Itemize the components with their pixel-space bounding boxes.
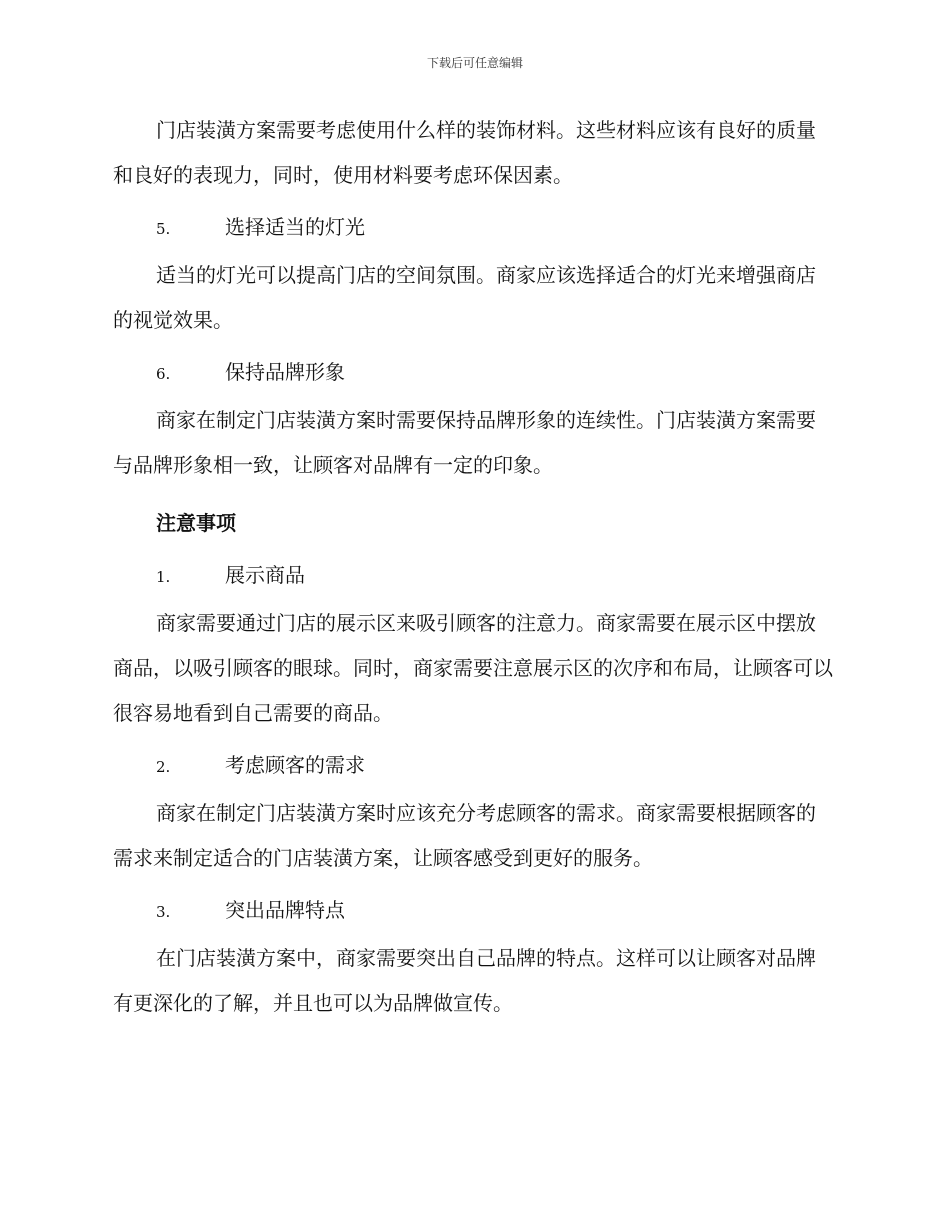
- document-body: [113, 108, 833, 1039]
- paragraph-lighting: 适当的灯光可以提高门店的空间氛围。商家应该选择适合的灯光来增强商店的视觉效果。: [113, 263, 816, 332]
- list-item-display-goods: [113, 559, 833, 588]
- list-label: 突出品牌特点: [225, 898, 345, 922]
- list-item-brand-features: [113, 894, 833, 923]
- list-number: 3.: [156, 903, 171, 921]
- list-label: 保持品牌形象: [225, 360, 345, 384]
- list-number: 6.: [156, 365, 171, 383]
- list-number: 1.: [156, 568, 171, 586]
- paragraph-customer-needs: 商家在制定门店装潢方案时应该充分考虑顾客的需求。商家需要根据顾客的需求来制定适合的门店装潢方案，让顾客感受到更好的服务。: [113, 801, 816, 870]
- list-label: 展示商品: [225, 563, 305, 587]
- list-number: 5.: [156, 220, 171, 238]
- page-header: 下载后可任意编辑: [426, 56, 523, 70]
- list-item-brand-image: [113, 356, 833, 385]
- paragraph-display-goods: 商家需要通过门店的展示区来吸引顾客的注意力。商家需要在展示区中摆放商品，以吸引顾客的眼球。同时，商家需要注意展示区的次序和布局，让顾客可以很容易地看到自己需要的商品。: [113, 611, 833, 725]
- list-label: 选择适当的灯光: [225, 215, 365, 239]
- list-item-customer-needs: [113, 749, 833, 778]
- section-heading-notes: 注意事项: [156, 511, 236, 535]
- list-number: 2.: [156, 758, 171, 776]
- paragraph-brand-features: 在门店装潢方案中，商家需要突出自己品牌的特点。这样可以让顾客对品牌有更深化的了解，并且也可以为品牌做宣传。: [113, 946, 816, 1015]
- paragraph-brand-image: 商家在制定门店装潢方案时需要保持品牌形象的连续性。门店装潢方案需要与品牌形象相一致，让顾客对品牌有一定的印象。: [113, 408, 816, 477]
- list-label: 考虑顾客的需求: [225, 753, 365, 777]
- list-item-lighting: [113, 211, 833, 240]
- paragraph-materials: 门店装潢方案需要考虑使用什么样的装饰材料。这些材料应该有良好的质量和良好的表现力，同时，使用材料要考虑环保因素。: [113, 118, 816, 187]
